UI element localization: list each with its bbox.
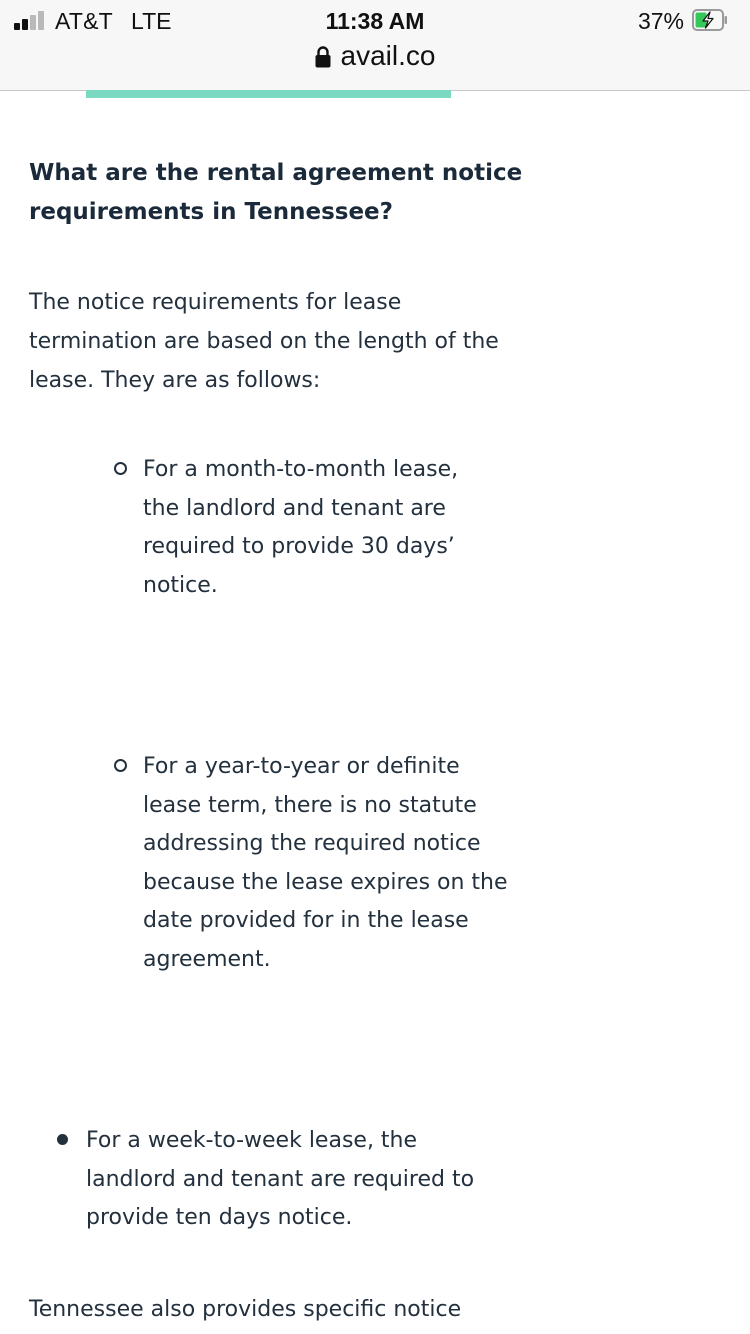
battery-icon — [692, 9, 728, 31]
accent-divider — [86, 90, 451, 98]
hollow-bullet-icon — [114, 462, 127, 475]
section-heading: What are the rental agreement notice requirements in Tennessee? — [29, 160, 523, 225]
url-text: avail.co — [340, 40, 436, 71]
address-bar[interactable] — [0, 40, 750, 72]
list-item-month-to-month: For a month-to-month lease, the landlord and tenant are required to provide 30 days’ notice. — [143, 457, 459, 598]
hollow-bullet-icon — [114, 759, 127, 772]
carrier-name: AT&T — [55, 8, 113, 34]
lock-icon — [315, 46, 331, 68]
network-type: LTE — [131, 8, 172, 34]
list-item-week-to-week: For a week-to-week lease, the landlord and tenant are required to provide ten days notice. — [86, 1128, 475, 1230]
status-bar — [0, 0, 750, 91]
intro-paragraph: The notice requirements for lease termination are based on the length of the lease. They are as follows: — [29, 290, 499, 393]
closing-paragraph: Tennessee also provides specific notice — [29, 1297, 462, 1322]
status-time: 11:38 AM — [325, 8, 425, 34]
battery-percent: 37% — [637, 8, 684, 34]
solid-bullet-icon — [57, 1134, 68, 1145]
list-item-year-to-year: For a year-to-year or definite lease term, there is no statute addressing the required notice because the lease expires on the date provided for in the lease agreement. — [143, 754, 508, 972]
